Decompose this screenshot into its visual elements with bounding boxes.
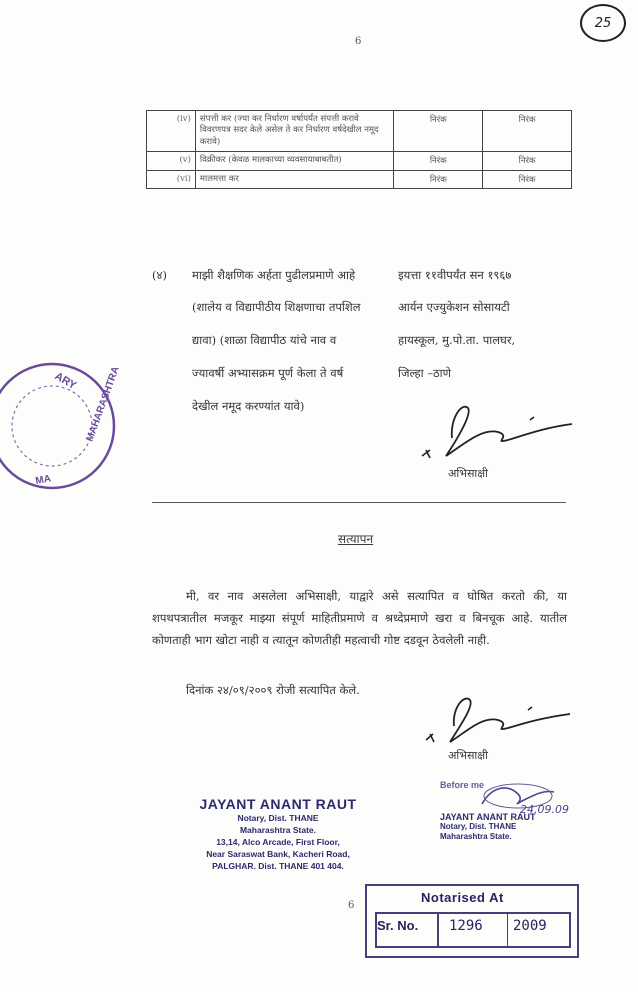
notary-line: Notary, Dist. THANE (237, 813, 319, 823)
page-number-bottom: 6 (348, 900, 355, 911)
education-right-line: जिल्हा –ठाणे (398, 366, 451, 380)
svg-text:ARY: ARY (52, 370, 79, 393)
tax-table (146, 110, 572, 189)
row-index: (vi) (147, 170, 196, 188)
notary-line: Maharashtra State. (239, 825, 317, 835)
notary-line: PALGHAR. Dist. THANE 401 404. (212, 861, 344, 871)
table-row (147, 170, 572, 188)
row-value-1: निरंक (394, 152, 483, 170)
education-left-line: ज्यावर्षी अभ्यासक्रम पूर्ण केला ते वर्ष (192, 366, 344, 380)
row-description: संपत्ती कर (ज्या कर निर्धारण वर्षापर्यंत संपत्ती करावे विवरणपत्र सदर केले असेल ते कर निर्धारण वर्षदेखील नमूद करावे) (195, 111, 394, 152)
row-description: मालमत्ता कर (195, 170, 394, 188)
education-index: (४) (152, 268, 167, 282)
signature-label: अभिसाक्षी (448, 749, 489, 762)
section-divider (152, 502, 566, 503)
verification-date: दिनांक २४/०९/२००९ रोजी सत्यापित केले. (186, 683, 360, 697)
before-me-label: Before me (440, 780, 485, 790)
notarised-at-stamp (365, 884, 579, 958)
corner-page-mark: 25 (580, 4, 626, 42)
sr-year: 2009 (513, 918, 547, 934)
row-value-2: निरंक (483, 152, 572, 170)
row-value-1: निरंक (394, 111, 483, 152)
box-divider (437, 912, 439, 948)
svg-text:MAHARASHTRA: MAHARASHTRA (84, 365, 122, 444)
notary-stamp (178, 796, 378, 872)
verification-body: मी, वर नाव असलेला अभिसाक्षी, याद्वारे असे सत्यापित व घोषित करतो की, या शपथपत्रातील मजकूर माझ्या संपूर्ण माहितीप्रमाणे व श्रध्देप्रमाणे खरा व बिनचूक आहे. यातील कोणताही भाग खोटा नाही व त्यातून कोणतीही महत्वाची गोष्ट दडवून ठेवलेली नाही. (152, 589, 567, 647)
seal-line: Notary, Dist. THANE (440, 822, 517, 831)
notary-line: Near Saraswat Bank, Kacheri Road, (206, 849, 350, 859)
education-right-line: आर्यन एज्युकेशन सोसायटी (398, 300, 510, 314)
row-value-2: निरंक (483, 111, 572, 152)
table-row (147, 152, 572, 170)
notarised-title: Notarised At (421, 890, 504, 905)
education-left-line: माझी शैक्षणिक अर्हता पुढीलप्रमाणे आहे (192, 268, 356, 282)
page-number-top: 6 (355, 36, 362, 47)
box-divider (507, 912, 508, 948)
seal-line: Maharashtra State. (440, 832, 512, 841)
education-left-line: (शालेय व विद्यापीठीय शिक्षणाचा तपशिल (192, 300, 361, 314)
row-index: (v) (147, 152, 196, 170)
verification-title: सत्यापन (338, 532, 374, 546)
education-left-line: द्यावा) (शाळा विद्यापीठ यांचे नाव व (192, 333, 337, 347)
seal-name: JAYANT ANANT RAUT (440, 812, 536, 822)
notary-line: 13,14, Alco Arcade, First Floor, (216, 837, 340, 847)
row-index: (iv) (147, 111, 196, 152)
education-right-line: इयत्ता ११वीपर्यंत सन १९६७ (398, 268, 512, 282)
signature-label: अभिसाक्षी (448, 467, 489, 480)
handwritten-date: 24.09.09 (520, 803, 569, 816)
svg-text:MA: MA (34, 473, 52, 487)
row-value-2: निरंक (483, 170, 572, 188)
education-right-line: हायस्कूल, मु.पो.ता. पालघर, (398, 333, 516, 347)
round-seal-stamp (0, 350, 122, 500)
sr-no-label: Sr. No. (377, 918, 419, 933)
education-left-line: देखील नमूद करण्यांत यावे) (192, 399, 305, 413)
signature-1 (412, 398, 582, 468)
row-description: विक्रीकर (केवळ मालकाच्या व्यवसायाबाबतीत) (195, 152, 394, 170)
signature-2 (420, 690, 580, 752)
sr-number: 1296 (449, 918, 483, 934)
table-row (147, 111, 572, 152)
row-value-1: निरंक (394, 170, 483, 188)
notary-name: JAYANT ANANT RAUT (199, 796, 357, 812)
